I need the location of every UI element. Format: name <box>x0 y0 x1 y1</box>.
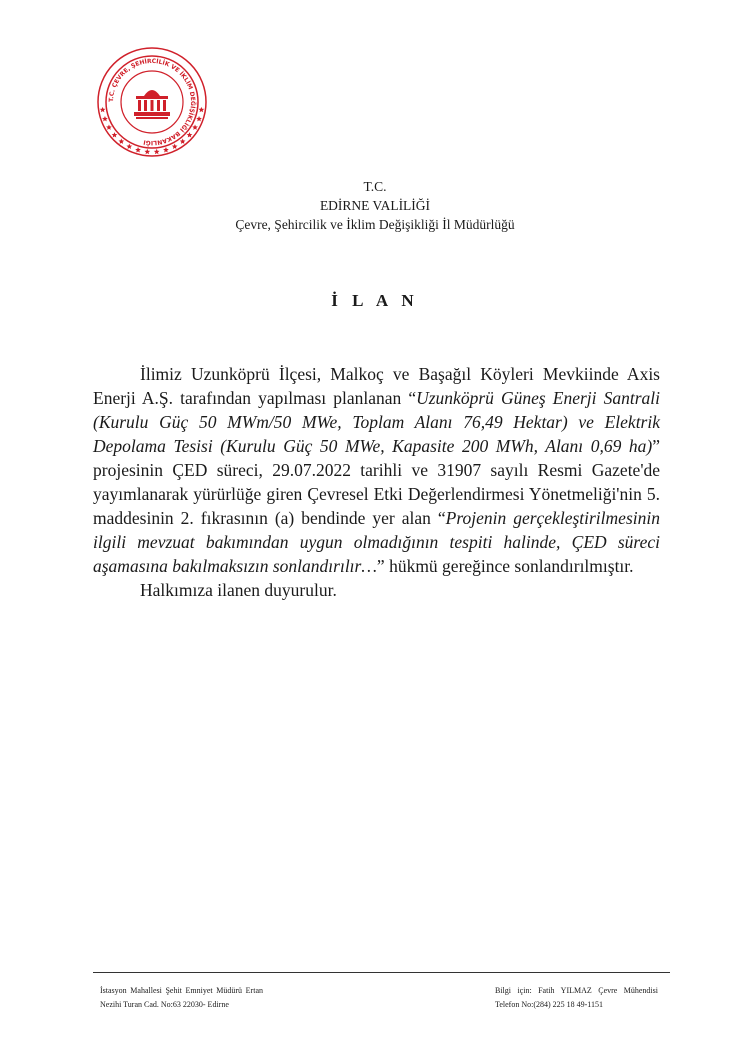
svg-text:T.C. ÇEVRE, ŞEHİRCİLİK VE İKLİ: T.C. ÇEVRE, ŞEHİRCİLİK VE İKLİM DEĞİŞİKLİĞİ BAKANLIĞI <box>107 57 197 147</box>
body-paragraph-closing: Halkımıza ilanen duyurulur. <box>140 580 337 600</box>
announcement-title: İ L A N <box>331 291 419 310</box>
seal-star-icon <box>180 139 186 144</box>
seal-star-icon <box>102 116 108 121</box>
project-name-italic: Uzunköprü Güneş Enerji Santrali (Kurulu Güç 50 MWm/50 MWe, Toplam Alanı 76,49 Hektar) ve Elektrik Depolama Tesisi (Kurulu Güç 50 MWe, Kapasite 200 MWh, Alanı 0,69 ha) <box>93 388 660 456</box>
seal-star-icon <box>196 116 202 121</box>
body-text-intro: İlimiz Uzunköprü İlçesi, Malkoç ve Başağıl Köyleri Mevkiinde Axis Enerji A.Ş. tarafından yapılması planlanan “ <box>93 364 660 408</box>
header-tc: T.C. <box>363 179 387 194</box>
ministry-seal-logo <box>96 46 208 158</box>
seal-star-icon <box>100 107 106 112</box>
seal-star-icon <box>106 124 112 129</box>
footer-address: İstasyon Mahallesi Şehit Emniyet Müdürü Ertan Nezihi Turan Cad. No:63 22030- Edirne <box>100 986 263 1009</box>
seal-star-icon <box>135 147 141 152</box>
header-governorship: EDİRNE VALİLİĞİ <box>319 198 431 213</box>
seal-star-icon <box>144 149 150 154</box>
seal-star-icon <box>192 124 198 129</box>
body-paragraph-main <box>93 362 660 578</box>
regulation-quote-italic: Projenin gerçekleştirilmesinin ilgili mevzuat bakımından uygun olmadığının tespiti halinde, ÇED süreci aşamasına bakılmaksızın sonlandırılır… <box>93 508 660 576</box>
seal-star-icon <box>154 149 160 154</box>
announcement-body <box>93 362 660 602</box>
header-directorate: Çevre, Şehircilik ve İklim Değişikliği İl Müdürlüğü <box>235 217 515 232</box>
seal-star-icon <box>112 132 118 137</box>
footer-divider <box>93 972 670 973</box>
seal-star-icon <box>119 139 125 144</box>
seal-star-icon <box>126 144 132 149</box>
seal-star-icon <box>172 144 178 149</box>
body-text-process: ” projesinin ÇED süreci, 29.07.2022 tarihli ve 31907 sayılı Resmi Gazete'de yayımlanarak yürürlüğe giren Çevresel Etki Değerlendirmesi Yönetmeliği'nin 5. maddesinin 2. fıkrasının (a) bendinde yer alan “ <box>93 436 660 528</box>
body-text-conclusion: ” hükmü gereğince sonlandırılmıştır. <box>376 556 634 576</box>
footer-contact: Bilgi için: Fatih YILMAZ Çevre Mühendisi Telefon No:(284) 225 18 49-1151 <box>495 986 658 1009</box>
seal-star-icon <box>199 107 205 112</box>
seal-star-icon <box>163 147 169 152</box>
seal-star-icon <box>187 132 193 137</box>
